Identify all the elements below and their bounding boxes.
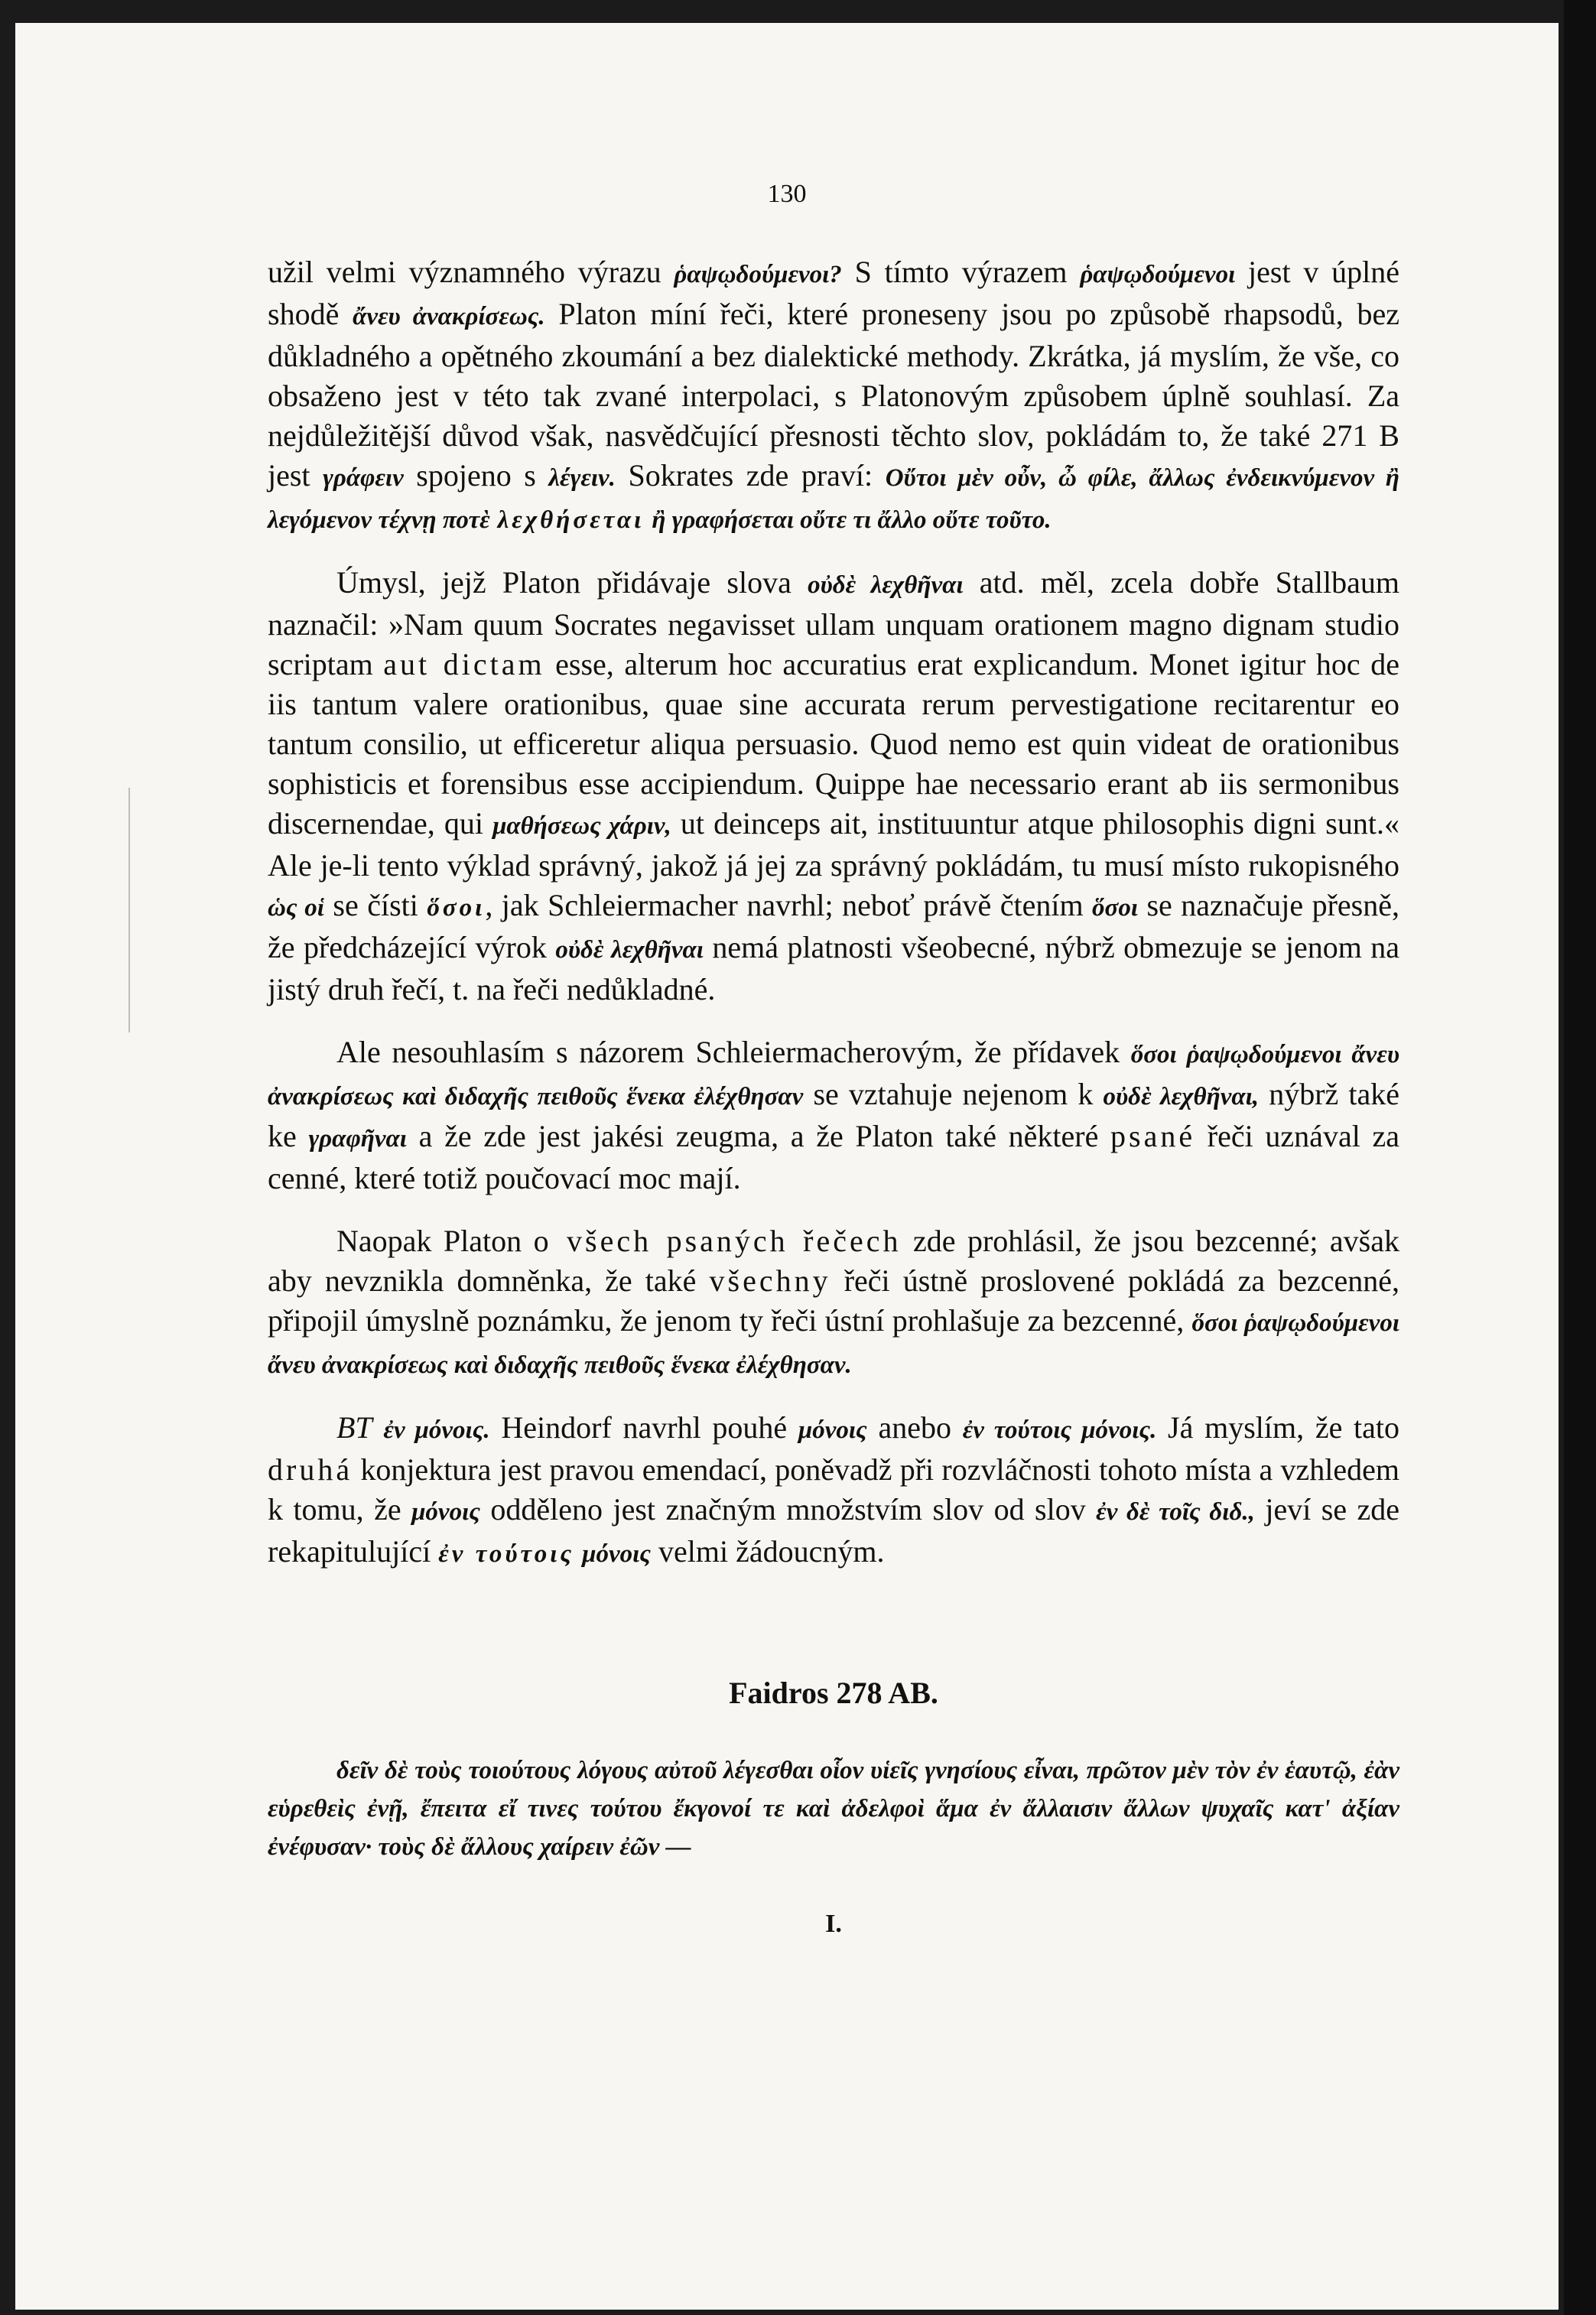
section-number: I. [825, 1910, 842, 1938]
paragraph-3: Ale nesouhlasím s názorem Schleiermacherovým, že přídavek ὅσοι ῥαψῳδούμενοι ἄνευ ἀνακρίσεως καὶ διδαχῆς πειθοῦς ἕνεκα ἐλέχθησαν se vztahuje nejenom k οὐδὲ λεχθῆναι, nýbrž také ke γραφῆναι a že zde jest jakési zeugma, a že Platon také některé psané řeči uznával za cenné, které totiž poučovací moc mají. [268, 1035, 1400, 1195]
greek-phrase: γραφῆναι [308, 1125, 407, 1153]
greek-phrase: μόνοις [798, 1416, 867, 1444]
spaced-emphasis: druhá [268, 1452, 353, 1487]
greek-phrase: ὡς οἱ [268, 894, 324, 922]
greek-phrase: οὐδὲ λεχθῆναι [555, 936, 704, 964]
greek-phrase: ὅσοι ῥαψῳδούμενοι ἄνευ ἀνακρίσεως καὶ διδαχῆς πειθοῦς ἕνεκα ἐλέχθησαν. [268, 1309, 1399, 1379]
greek-phrase: ἐν τούτοις μόνοις. [962, 1416, 1157, 1444]
book-page [15, 23, 1559, 2310]
page-body [268, 252, 1399, 1944]
greek-phrase: ὅσοι ῥαψῳδούμενοι ἄνευ ἀνακρίσεως καὶ διδαχῆς πειθοῦς ἕνεκα ἐλέχθησαν [268, 1041, 1399, 1110]
manuscript-siglum: BT [336, 1410, 372, 1445]
greek-phrase: ἄνευ ἀνακρίσεως. [353, 303, 545, 330]
greek-phrase: ῥαψῳδούμενοι? [674, 261, 842, 288]
greek-phrase: ἐν μόνοις. [383, 1416, 490, 1444]
greek-quotation: δεῖν δὲ τοὺς τοιούτους λόγους αὐτοῦ λέγεσθαι οἷον υἱεῖς γνησίους εἶναι, πρῶτον μὲν τὸν ἐν ἑαυτῷ, ἐὰν εὑρεθεὶς ἐνῇ, ἔπειτα εἴ τινες τούτου ἔκγονοί τε καὶ ἀδελφοὶ ἅμα ἐν ἄλλαισιν ἄλλων ψυχαῖς κατ' ἀξίαν ἐνέφυσαν· τοὺς δὲ ἄλλους χαίρειν ἐῶν — [268, 1757, 1399, 1861]
section-heading: Faidros 278 AB. [729, 1676, 938, 1710]
spaced-emphasis: aut dictam [383, 647, 545, 681]
greek-phrase: ῥαψῳδούμενοι [1080, 261, 1236, 288]
page-number: 130 [767, 180, 807, 208]
greek-phrase: ἐν δὲ τοῖς διδ., [1096, 1498, 1255, 1526]
greek-phrase: μαθήσεως χάριν, [492, 812, 671, 840]
greek-phrase: γράφειν [323, 464, 404, 492]
spaced-emphasis: o všech psaných řečech [533, 1224, 902, 1258]
greek-phrase: οὐδὲ λεχθῆναι, [1103, 1083, 1260, 1110]
greek-phrase: λέγειν. [548, 464, 616, 492]
greek-phrase: ὅσοι [427, 894, 486, 922]
spaced-emphasis: všechny [709, 1263, 831, 1298]
paragraph-4: Naopak Platon o všech psaných řečech zde prohlásil, že jsou bezcenné; avšak aby nevznikla domněnka, že také všechny řeči ústně proslovené pokládá za bezcenné, připojil úmyslně poznámku, že jenom ty řeči ústní prohlašuje za bezcenné, ὅσοι ῥαψῳδούμενοι ἄνευ ἀνακρίσεως καὶ διδαχῆς πειθοῦς ἕνεκα ἐλέχθησαν. [268, 1224, 1399, 1379]
greek-phrase: μόνοις [582, 1540, 651, 1568]
spaced-emphasis: psané [1110, 1119, 1196, 1153]
paragraph-2: Úmysl, jejž Platon přidávaje slova οὐδὲ λεχθῆναι atd. měl, zcela dobře Stallbaum naznačil: »Nam quum Socrates negavisset ullam unquam orationem magno dignam studio scriptam aut dictam esse, alterum hoc accuratius erat explicandum. Monet igitur hoc de iis tantum valere orationibus, quae sine accurata rerum pervestigatione recitarentur eo tantum consilio, ut efficeretur aliqua persuasio. Quod nemo est quin videat de orationibus sophisticis et forensibus esse accipiendum. Quippe hae necessario erant ab iis sermonibus discernendae, qui μαθήσεως χάριν, ut deinceps ait, instituuntur atque philosophis digni sunt.« Ale je-li tento výklad správný, jakož já jej za správný pokládám, tu musí místo rukopisného ὡς οἱ se čísti ὅσοι, jak Schleiermacher navrhl; neboť právě čtením ὅσοι se naznačuje přesně, že předcházející výrok οὐδὲ λεχθῆναι nemá platnosti všeobecné, nýbrž obmezuje se jenom na jistý druh řečí, t. na řeči nedůkladné. [268, 565, 1399, 1006]
greek-phrase: μόνοις [411, 1498, 480, 1526]
greek-phrase: οὐδὲ λεχθῆναι [808, 571, 964, 599]
greek-phrase: λεχθήσεται [497, 506, 645, 534]
paragraph-1: užil velmi významného výrazu ῥαψῳδούμενοι? S tímto výrazem ῥαψῳδούμενοι jest v úplné shodě ἄνευ ἀνακρίσεως. Platon míní řeči, které proneseny jsou po způsobě rhapsodů, bez důkladného a opětného zkoumání a bez dialektické methody. Zkrátka, já myslím, že vše, co obsaženo jest v této tak zvané interpolaci, s Platonovým způsobem úplně souhlasí. Za nejdůležitější důvod však, nasvědčující přesnosti těchto slov, pokládám to, že také 271 B jest γράφειν spojeno s λέγειν. Sokrates zde praví: Οὔτοι μὲν οὖν, ὦ φίλε, ἄλλως ἐνδεικνύμενον ἢ λεγόμενον τέχνῃ ποτὲ λεχθήσεται ἢ γραφήσεται οὔτε τι ἄλλο οὔτε τοῦτο. [268, 255, 1400, 534]
greek-phrase: ἢ γραφήσεται οὔτε τι ἄλλο οὔτε τοῦτο. [652, 506, 1052, 534]
paragraph-5: BT ἐν μόνοις. Heindorf navrhl pouhé μόνοις anebo ἐν τούτοις μόνοις. Já myslím, že tato druhá konjektura jest pravou emendací, poněvadž při rozvláčnosti tohoto místa a vzhledem k tomu, že μόνοις odděleno jest značným množstvím slov od slov ἐν δὲ τοῖς διδ., jeví se zde rekapitulující ἐν τούτοις μόνοις velmi žádoucným. [268, 1410, 1400, 1569]
greek-phrase: ὅσοι [1092, 894, 1138, 922]
greek-phrase: Οὔτοι μὲν οὖν, ὦ φίλε, ἄλλως ἐνδεικνύμενον ἢ λεγόμενον τέχνῃ ποτὲ [268, 464, 1400, 534]
margin-mark [128, 788, 130, 1032]
greek-phrase: ἐν τούτοις [438, 1540, 575, 1568]
book-spine-shadow [1564, 0, 1596, 2315]
